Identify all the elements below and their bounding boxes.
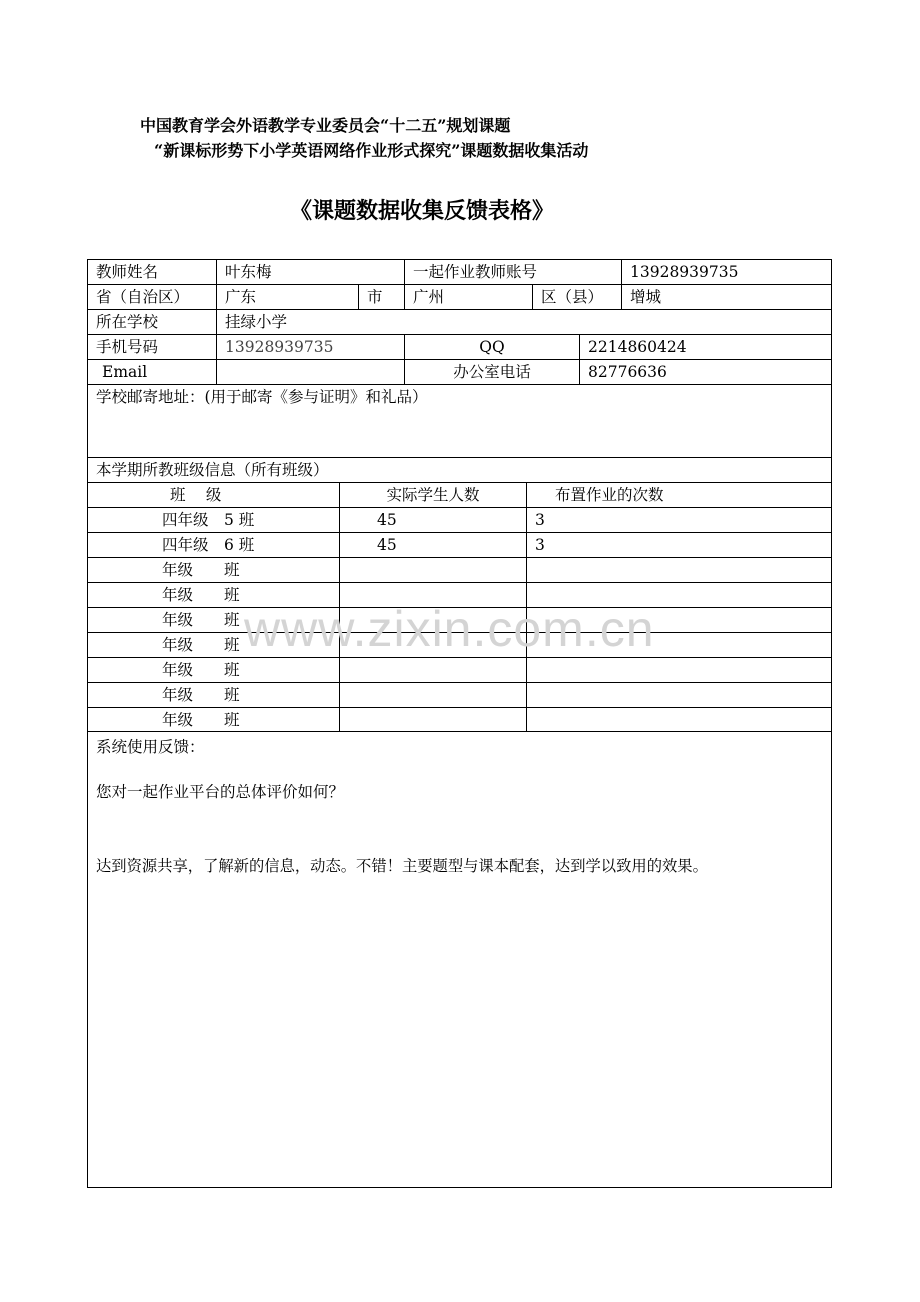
class-name-cell: 年级 班	[88, 608, 340, 633]
province-field[interactable]: 广东	[217, 285, 359, 310]
form-title: 《课题数据收集反馈表格》	[289, 198, 554, 224]
district-field[interactable]: 增城	[622, 285, 831, 310]
class-name-cell: 四年级 5 班	[88, 508, 340, 533]
address-field[interactable]	[88, 385, 831, 458]
class-name-cell: 年级 班	[88, 583, 340, 608]
teacher-name-label: 教师姓名	[88, 260, 217, 285]
assignment-count-cell[interactable]: 3	[527, 533, 831, 558]
email-label: Email	[88, 360, 217, 385]
assignment-count-cell[interactable]	[527, 708, 831, 732]
class-col-header: 班 级	[88, 483, 340, 508]
watermark: www.zixin.com.cn	[244, 601, 655, 657]
phone-field[interactable]: 13928939735	[217, 335, 405, 360]
school-label: 所在学校	[88, 310, 217, 335]
student-count-cell[interactable]: 45	[340, 508, 527, 533]
assignment-count-cell[interactable]	[527, 658, 831, 683]
district-label: 区（县）	[533, 285, 622, 310]
class-name-cell: 年级 班	[88, 633, 340, 658]
office-phone-field[interactable]: 82776636	[580, 360, 831, 385]
assignment-count-cell[interactable]	[527, 558, 831, 583]
province-label: 省（自治区）	[88, 285, 217, 310]
feedback-form	[87, 259, 832, 1188]
qq-field[interactable]: 2214860424	[580, 335, 831, 360]
students-col-header: 实际学生人数	[340, 483, 527, 508]
project-header-line1: 中国教育学会外语教学专业委员会“十二五”规划课题	[140, 116, 511, 135]
project-header-line2: “新课标形势下小学英语网络作业形式探究”课题数据收集活动	[154, 141, 589, 160]
phone-label: 手机号码	[88, 335, 217, 360]
student-count-cell[interactable]	[340, 558, 527, 583]
class-name-cell: 年级 班	[88, 658, 340, 683]
class-name-cell: 年级 班	[88, 708, 340, 732]
feedback-label: 系统使用反馈：	[96, 738, 205, 756]
teacher-account-label: 一起作业教师账号	[405, 260, 622, 285]
city-field[interactable]: 广州	[405, 285, 533, 310]
feedback-question: 您对一起作业平台的总体评价如何？	[96, 783, 345, 801]
class-name-cell: 年级 班	[88, 683, 340, 708]
teacher-account-field[interactable]: 13928939735	[622, 260, 831, 285]
student-count-cell[interactable]: 45	[340, 533, 527, 558]
class-name-cell: 年级 班	[88, 558, 340, 583]
school-field[interactable]: 挂绿小学	[217, 310, 831, 335]
assignment-count-cell[interactable]: 3	[527, 508, 831, 533]
assignment-count-cell[interactable]	[527, 683, 831, 708]
qq-label: QQ	[405, 335, 580, 360]
city-label: 市	[359, 285, 405, 310]
feedback-answer[interactable]: 达到资源共享，了解新的信息，动态。不错！主要题型与课本配套，达到学以致用的效果。	[96, 857, 708, 875]
email-field[interactable]	[217, 360, 405, 385]
assignments-col-header: 布置作业的次数	[527, 483, 831, 508]
student-count-cell[interactable]	[340, 658, 527, 683]
classes-section-label: 本学期所教班级信息（所有班级）	[88, 458, 831, 483]
class-name-cell: 四年级 6 班	[88, 533, 340, 558]
student-count-cell[interactable]	[340, 683, 527, 708]
office-phone-label: 办公室电话	[405, 360, 580, 385]
teacher-name-field[interactable]: 叶东梅	[217, 260, 405, 285]
student-count-cell[interactable]	[340, 708, 527, 732]
address-label: 学校邮寄地址：(用于邮寄《参与证明》和礼品）	[96, 388, 428, 406]
